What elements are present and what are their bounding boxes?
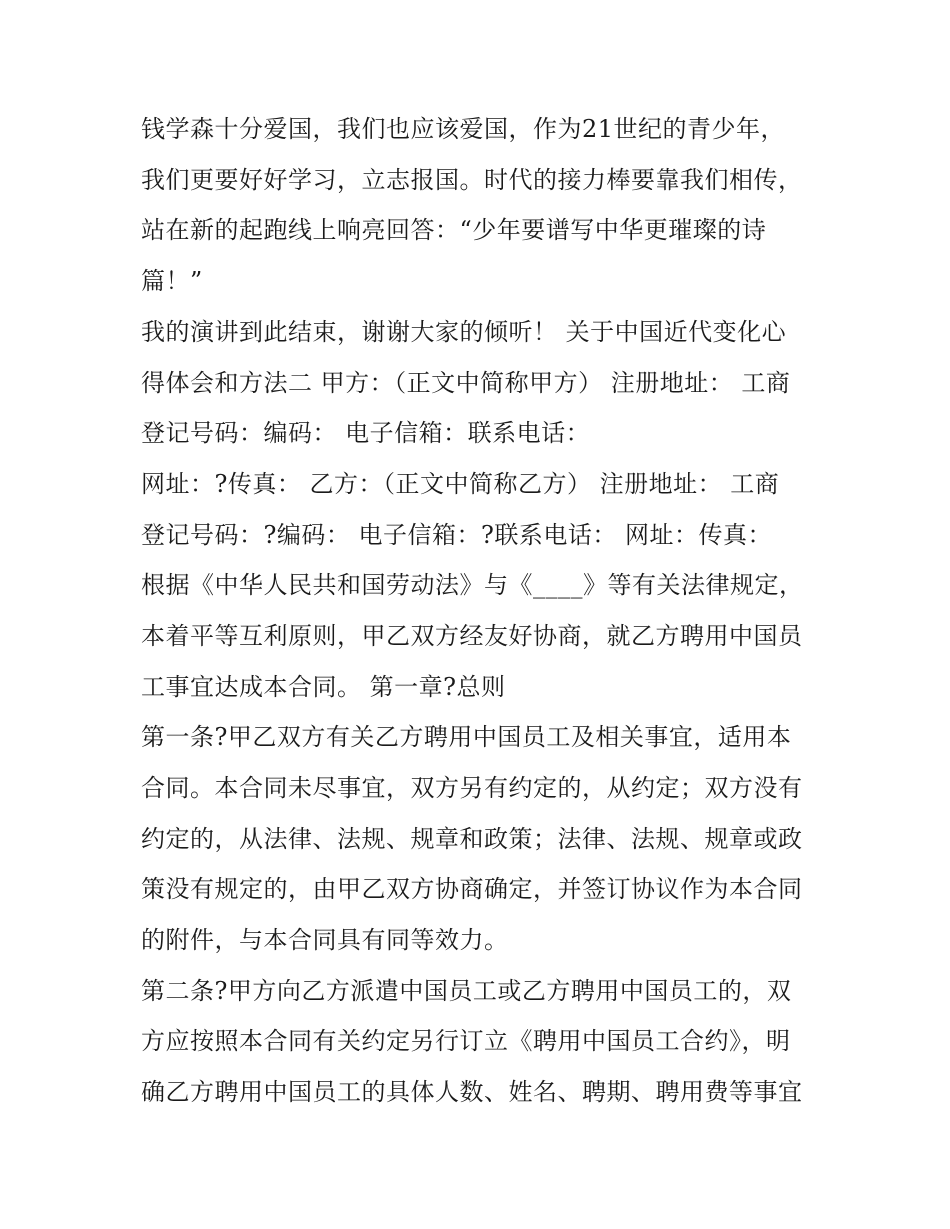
- text-line: 登记号码：?编码： 电子信箱：?联系电话： 网址：传真：: [141, 521, 772, 549]
- text-line: 根据《中华人民共和国劳动法》与《____》等有关法律规定，: [141, 571, 804, 599]
- text-line: 第一条?甲乙双方有关乙方聘用中国员工及相关事宜，适用本: [141, 723, 792, 751]
- text-line: 第二条?甲方向乙方派遣中国员工或乙方聘用中国员工的，双: [141, 977, 792, 1005]
- text-line: 约定的，从法律、法规、规章和政策；法律、法规、规章或政: [141, 825, 803, 853]
- text-line: 我的演讲到此结束，谢谢大家的倾听！ 关于中国近代变化心: [141, 318, 787, 346]
- text-line: 站在新的起跑线上响亮回答：“少年要谱写中华更璀璨的诗: [141, 216, 767, 244]
- text-line: 钱学森十分爱国，我们也应该爱国，作为21世纪的青少年，: [141, 115, 786, 143]
- text-line: 策没有规定的，由甲乙双方协商确定，并签订协议作为本合同: [141, 875, 803, 903]
- text-line: 篇！”: [141, 267, 203, 295]
- text-line: 本着平等互利原则，甲乙双方经友好协商，就乙方聘用中国员: [141, 622, 803, 650]
- text-line: 网址：?传真： 乙方：（正文中简称乙方） 注册地址： 工商: [141, 470, 780, 498]
- text-line: 登记号码：编码： 电子信箱：联系电话：: [141, 419, 591, 447]
- text-line: 确乙方聘用中国员工的具体人数、姓名、聘期、聘用费等事宜: [141, 1078, 803, 1106]
- text-line: 方应按照本合同有关约定另行订立《聘用中国员工合约》，明: [141, 1027, 791, 1055]
- text-line: 我们更要好好学习，立志报国。时代的接力棒要靠我们相传，: [141, 166, 803, 194]
- text-line: 工事宜达成本合同。 第一章?总则: [141, 673, 506, 701]
- text-line: 得体会和方法二 甲方：（正文中简称甲方） 注册地址： 工商: [141, 369, 791, 397]
- text-line: 合同。本合同未尽事宜，双方另有约定的，从约定；双方没有: [141, 774, 803, 802]
- text-line: 的附件，与本合同具有同等效力。: [141, 926, 509, 954]
